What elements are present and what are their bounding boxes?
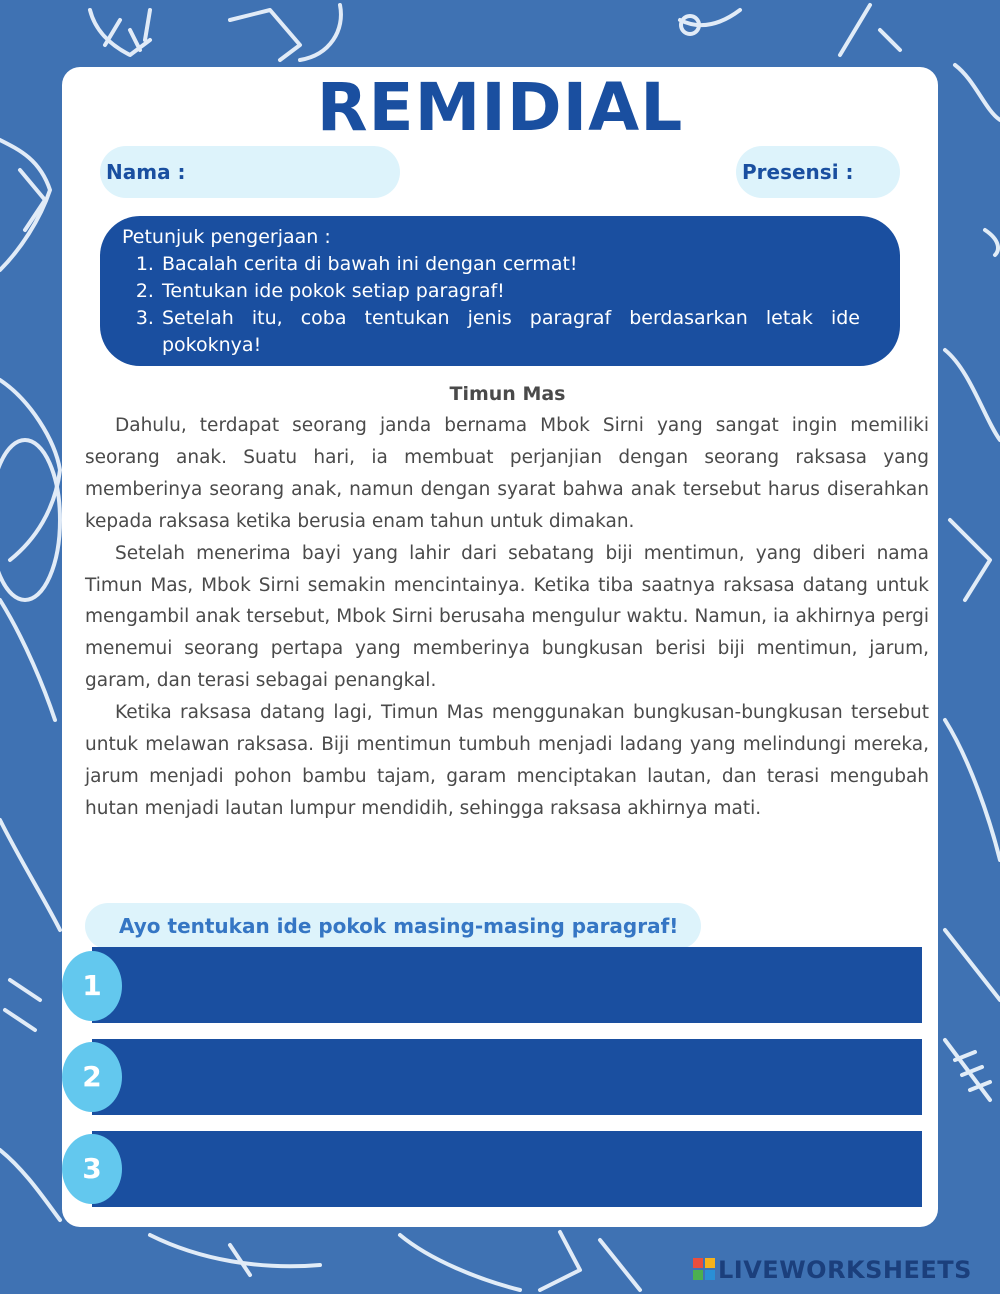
instructions-box [100,216,900,366]
attendance-field[interactable] [736,146,900,198]
instruction-item: 2. Tentukan ide pokok setiap paragraf! [160,278,860,305]
instruction-item: 3. Setelah itu, coba tentukan jenis paragraf berdasarkan letak ide pokoknya! [160,305,860,359]
name-field[interactable] [100,146,400,198]
answer-number-3: 3 [62,1134,122,1204]
attendance-label: Presensi : [742,160,854,184]
story-text [85,410,929,825]
brand-text: LIVEWORKSHEETS [718,1256,972,1284]
story-title: Timun Mas [449,383,566,405]
story-paragraph: Dahulu, terdapat seorang janda bernama Mbok Sirni yang sangat ingin memiliki seorang anak. Suatu hari, ia membuat perjanjian dengan seorang raksasa yang memberinya seorang anak, namun dengan syarat bahwa anak tersebut harus diserahkan kepada raksasa ketika berusia enam tahun untuk dimakan. [85,415,929,532]
answer-field-2[interactable] [92,1039,922,1115]
task-prompt: Ayo tentukan ide pokok masing-masing paragraf! [85,903,701,949]
liveworksheets-logo-icon [693,1258,715,1280]
instruction-item: 1. Bacalah cerita di bawah ini dengan cermat! [160,251,860,278]
instructions-list [122,251,860,359]
answer-field-1[interactable] [92,947,922,1023]
name-label: Nama : [106,160,186,184]
instructions-heading: Petunjuk pengerjaan : [122,226,331,248]
answer-number-1: 1 [62,951,122,1021]
story-paragraph: Setelah menerima bayi yang lahir dari sebatang biji mentimun, yang diberi nama Timun Mas, Mbok Sirni semakin mencintainya. Ketika tiba saatnya raksasa datang untuk mengambil anak tersebut, Mbok Sirni berusaha mengulur waktu. Namun, ia akhirnya pergi menemui seorang pertapa yang memberinya bungkusan berisi biji mentimun, jarum, garam, dan terasi sebagai penangkal. [85,542,929,692]
page-title: REMIDIAL [316,69,684,146]
answer-number-2: 2 [62,1042,122,1112]
answer-field-3[interactable] [92,1131,922,1207]
story-paragraph: Ketika raksasa datang lagi, Timun Mas menggunakan bungkusan-bungkusan tersebut untuk melawan raksasa. Biji mentimun tumbuh menjadi ladang yang melindungi mereka, jarum menjadi pohon bambu tajam, garam menciptakan lautan, dan terasi mengubah hutan menjadi lautan lumpur mendidih, sehingga raksasa akhirnya mati. [85,702,929,819]
liveworksheets-brand[interactable] [693,1256,972,1284]
